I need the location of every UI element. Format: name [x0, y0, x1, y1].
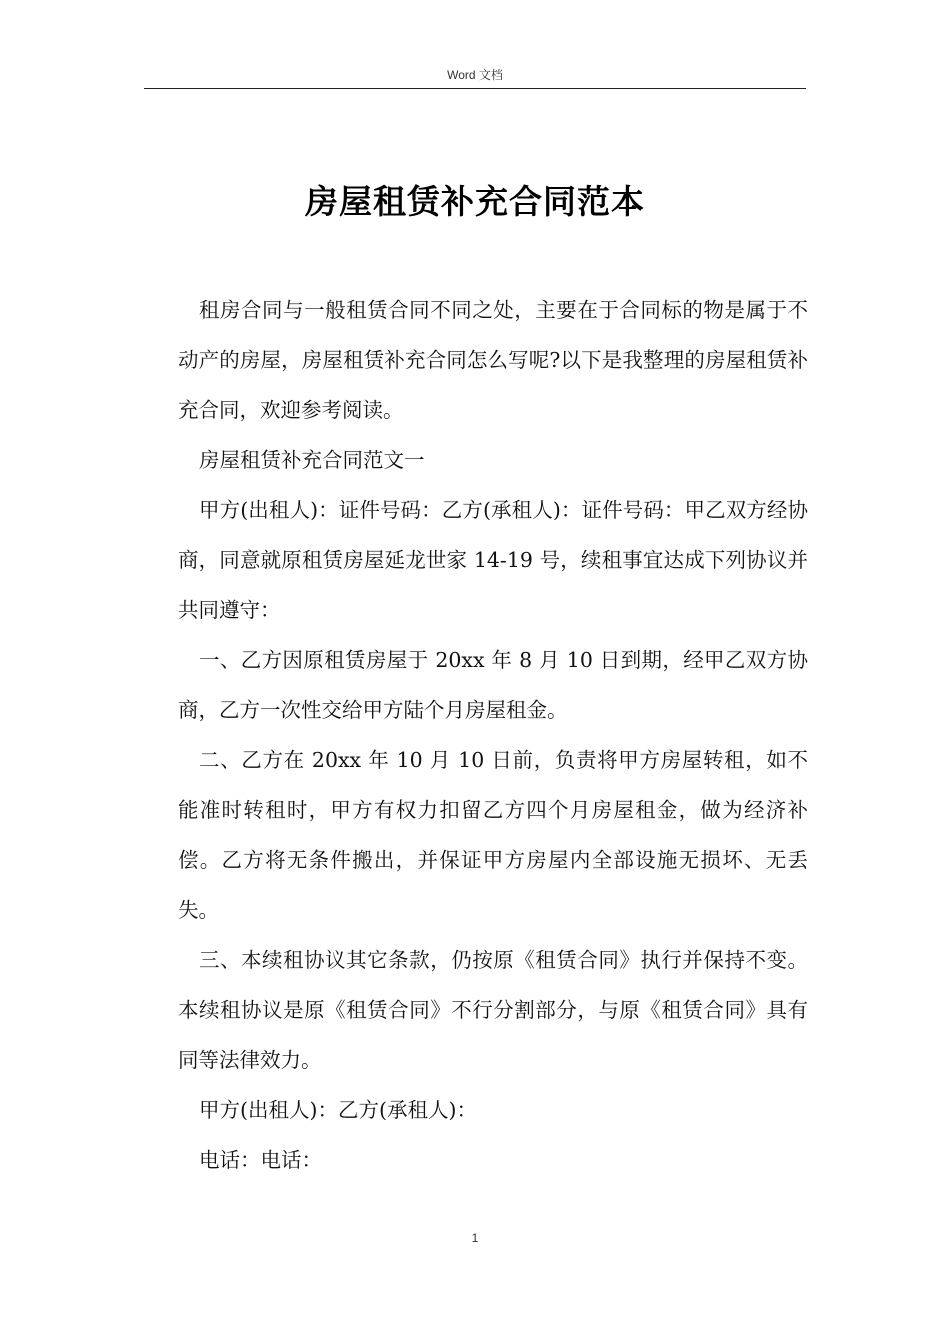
page-header: [144, 64, 806, 89]
section-heading: 房屋租赁补充合同范文一: [199, 448, 425, 472]
document-body: [178, 285, 808, 1185]
page-number: 1: [471, 1231, 479, 1245]
parties-paragraph: 甲方(出租人)：证件号码：乙方(承租人)：证件号码：甲乙双方经协商，同意就原租赁房屋延龙世家 14-19 号，续租事宜达成下列协议并共同遵守：: [178, 498, 808, 622]
signature-line: 甲方(出租人)：乙方(承租人)：: [199, 1098, 477, 1122]
phone-line: 电话：电话：: [199, 1148, 322, 1172]
header-text: Word 文档: [447, 68, 503, 82]
clause-three: 三、本续租协议其它条款，仍按原《租赁合同》执行并保持不变。本续租协议是原《租赁合同》不行分割部分，与原《租赁合同》具有同等法律效力。: [178, 948, 808, 1072]
intro-paragraph: 租房合同与一般租赁合同不同之处，主要在于合同标的物是属于不动产的房屋，房屋租赁补充合同怎么写呢?以下是我整理的房屋租赁补充合同，欢迎参考阅读。: [178, 298, 808, 422]
document-title: 房屋租赁补充合同范本: [305, 182, 645, 222]
clause-two: 二、乙方在 20xx 年 10 月 10 日前，负责将甲方房屋转租，如不能准时转租时，甲方有权力扣留乙方四个月房屋租金，做为经济补偿。乙方将无条件搬出，并保证甲方房屋内全部设施无损坏、无丢失。: [178, 748, 808, 922]
clause-one: 一、乙方因原租赁房屋于 20xx 年 8 月 10 日到期，经甲乙双方协商，乙方一次性交给甲方陆个月房屋租金。: [178, 648, 808, 722]
